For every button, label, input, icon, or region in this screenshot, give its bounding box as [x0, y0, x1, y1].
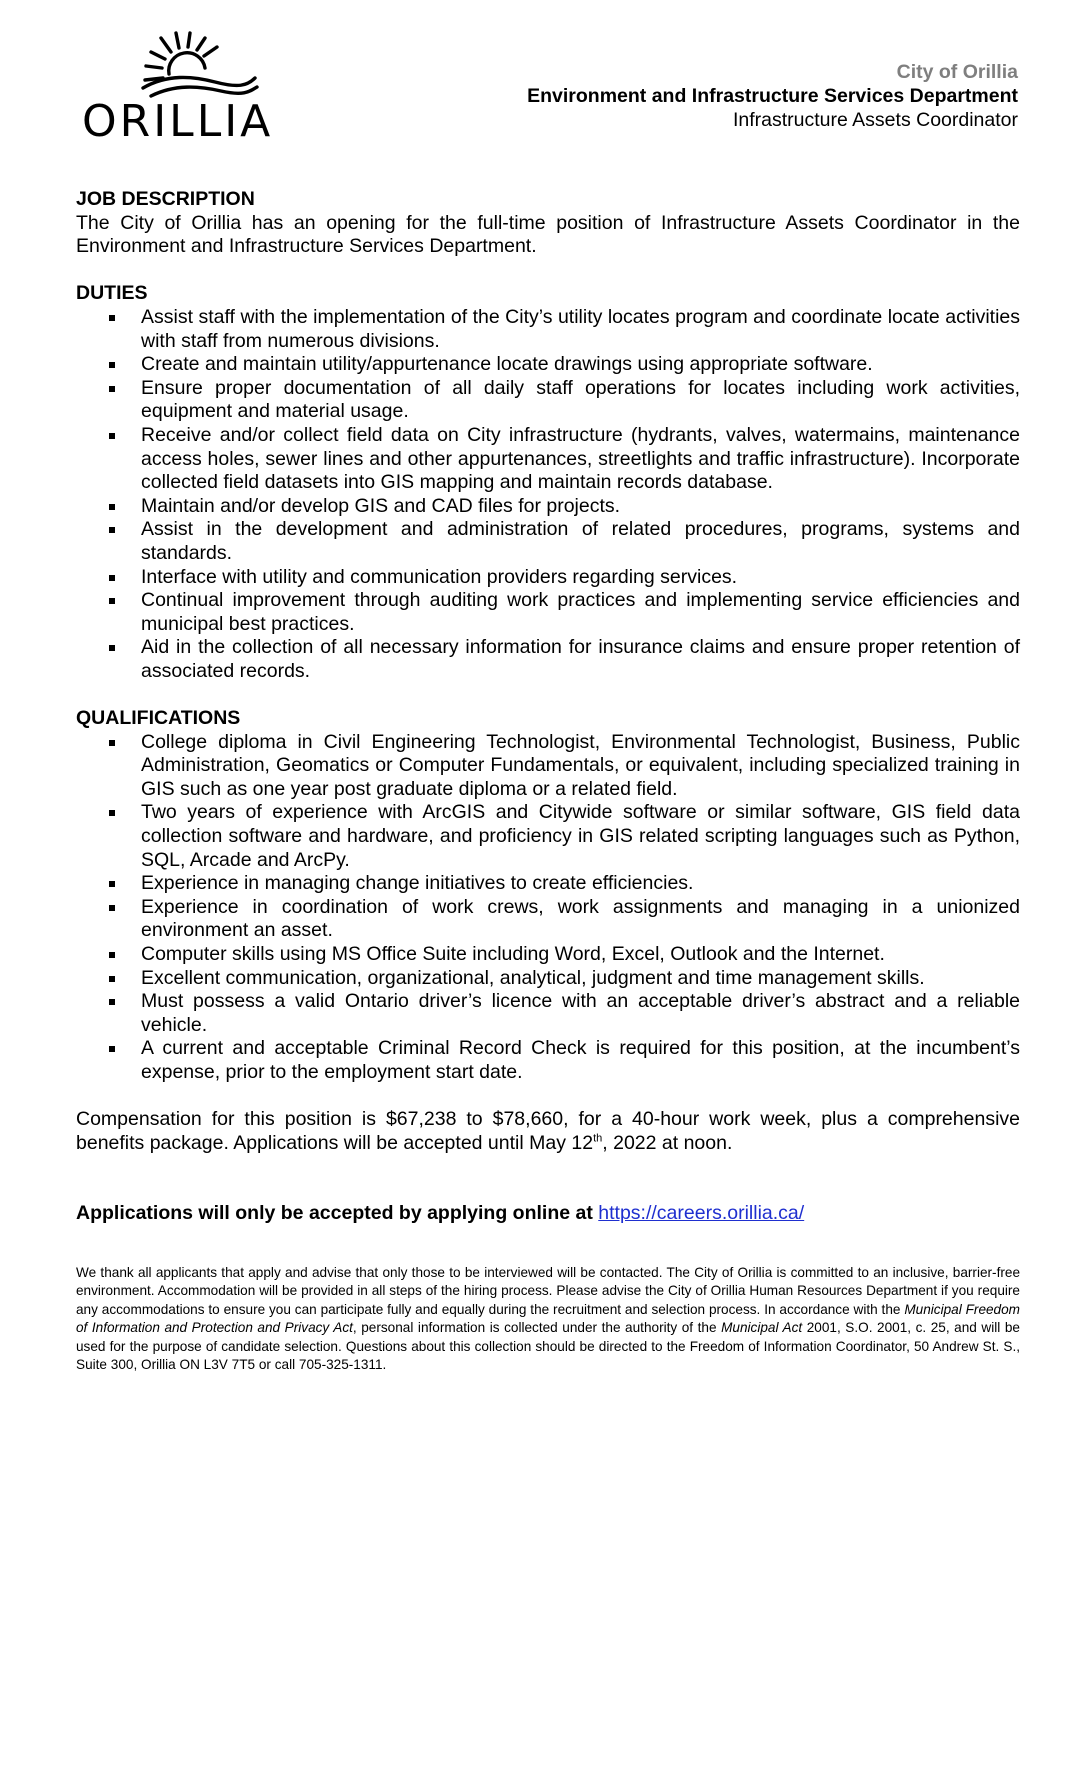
bullet-icon [109, 1046, 115, 1052]
bullet-icon [109, 527, 115, 533]
job-description-text: The City of Orillia has an opening for the full-time position of Infrastructure Assets Coordinator in the Environment and Infrastructure Services Department. [76, 211, 1020, 258]
orillia-logo [82, 30, 312, 148]
notice-part2: , personal information is collected under the authority of the [352, 1320, 722, 1336]
qualification-item [76, 896, 1020, 943]
bullet-icon [109, 976, 115, 982]
bullet-icon [109, 575, 115, 581]
qualification-item-text: Computer skills using MS Office Suite including Word, Excel, Outlook and the Internet. [141, 943, 885, 965]
bullet-icon [109, 433, 115, 439]
header-position: Infrastructure Assets Coordinator [732, 109, 1018, 131]
sun-and-waves-icon [137, 30, 262, 102]
careers-link[interactable]: https://careers.orillia.ca/ [598, 1202, 805, 1225]
header-city: City of Orillia [896, 61, 1018, 83]
qualification-item [76, 967, 1020, 991]
bullet-icon [109, 315, 115, 321]
bullet-icon [109, 999, 115, 1005]
logo-wordmark: ORILLIA [82, 96, 274, 147]
bullet-icon [109, 740, 115, 746]
bullet-icon [109, 810, 115, 816]
bullet-icon [109, 881, 115, 887]
apply-line [76, 1202, 1020, 1226]
bullet-icon [109, 386, 115, 392]
qualifications-list [76, 731, 1020, 1085]
duties-list [76, 306, 1020, 684]
bullet-icon [109, 645, 115, 651]
bullet-icon [109, 952, 115, 958]
duty-item [76, 566, 1020, 590]
qualification-item-text: Two years of experience with ArcGIS and Citywide software or similar software, GIS field data collection software and hardware, and proficiency in GIS related scripting languages such as Python, SQL, Arcade and ArcPy. [141, 801, 1020, 871]
privacy-notice [76, 1264, 1020, 1374]
qualification-item [76, 872, 1020, 896]
duties-heading: DUTIES [76, 282, 148, 305]
duty-item-text: Assist in the development and administration of related procedures, programs, systems and standards. [141, 518, 1020, 564]
notice-part1: We thank all applicants that apply and advise that only those to be interviewed will be contacted. The City of Orillia is committed to an inclusive, barrier-free environment. Accommodation will be provided in all steps of the hiring process. Please advise the City of Orillia Human Resources Department if you require any accommodations to ensure you can participate fully and equally during the recruitment and selection process. In accordance with the [76, 1264, 1020, 1317]
apply-text: Applications will only be accepted by applying online at [76, 1202, 593, 1225]
compensation-part1: Compensation for this position is $67,238 to $78,660, for a 40-hour work week, plus a comprehensive benefits package. Applications will be accepted until May 12 [76, 1108, 1020, 1154]
qualification-item-text: Excellent communication, organizational, analytical, judgment and time management skills. [141, 966, 925, 989]
header-department: Environment and Infrastructure Services Department [527, 85, 1018, 107]
duty-item-text: Aid in the collection of all necessary information for insurance claims and ensure proper retention of associated records. [141, 636, 1020, 682]
notice-act-name: Municipal Freedom of Information and Protection and Privacy Act [76, 1301, 1021, 1336]
duty-item [76, 306, 1020, 353]
duty-item-text: Maintain and/or develop GIS and CAD files for projects. [141, 494, 621, 517]
document-header [527, 60, 1018, 132]
qualification-item-text: College diploma in Civil Engineering Technologist, Environmental Technologist, Business, Public Administration, Geomatics or Computer Fundamentals, or equivalent, including specialized training in GIS such as one year post graduate diploma or a related field. [141, 730, 1020, 800]
duty-item-text: Assist staff with the implementation of the City’s utility locates program and coordinate locate activities with staff from numerous divisions. [141, 305, 1020, 352]
duty-item-text: Interface with utility and communication providers regarding services. [141, 565, 738, 588]
duty-item [76, 636, 1020, 683]
duty-item [76, 424, 1020, 495]
qualification-item-text: A current and acceptable Criminal Record Check is required for this position, at the incumbent’s expense, prior to the employment start date. [141, 1037, 1020, 1083]
qualification-item [76, 1037, 1020, 1084]
bullet-icon [109, 504, 115, 510]
qualification-item [76, 731, 1020, 802]
bullet-icon [109, 362, 115, 368]
duty-item-text: Receive and/or collect field data on City infrastructure (hydrants, valves, watermains, maintenance access holes, sewer lines and other appurtenances, streetlights and traffic infrastructure). Incorporate collected field datasets into GIS mapping and maintain records database. [141, 423, 1020, 494]
qualification-item-text: Experience in coordination of work crews, work assignments and managing in a unionized environment an asset. [141, 895, 1020, 942]
compensation-superscript: th [593, 1132, 603, 1145]
bullet-icon [109, 905, 115, 911]
compensation-text [76, 1108, 1020, 1155]
qualification-item [76, 990, 1020, 1037]
duty-item [76, 495, 1020, 519]
notice-municipal-act: Municipal Act [721, 1320, 803, 1336]
notice-part3: 2001, S.O. 2001, c. 25, and will be used for the purpose of candidate selection. Questions about this collection should be directed to the Freedom of Information Coordinator, 50 Andrew St. S., Suite 300, Orillia ON L3V 7T5 or call 705-325-1311. [76, 1320, 1020, 1372]
duty-item [76, 353, 1020, 377]
duty-item-text: Continual improvement through auditing work practices and implementing service efficiencies and municipal best practices. [141, 589, 1020, 635]
duty-item-text: Ensure proper documentation of all daily staff operations for locates including work activities, equipment and material usage. [141, 376, 1020, 423]
duty-item [76, 589, 1020, 636]
document-body [76, 188, 1020, 1374]
bullet-icon [109, 598, 115, 604]
duty-item-text: Create and maintain utility/appurtenance locate drawings using appropriate software. [141, 353, 873, 376]
job-description-heading: JOB DESCRIPTION [76, 188, 255, 210]
qualification-item [76, 943, 1020, 967]
duty-item [76, 377, 1020, 424]
qualifications-heading: QUALIFICATIONS [76, 707, 241, 730]
qualification-item [76, 801, 1020, 872]
qualification-item-text: Must possess a valid Ontario driver’s licence with an acceptable driver’s abstract and a reliable vehicle. [141, 990, 1020, 1036]
qualification-item-text: Experience in managing change initiatives to create efficiencies. [141, 872, 694, 895]
compensation-part2: , 2022 at noon. [602, 1131, 733, 1154]
duty-item [76, 518, 1020, 565]
